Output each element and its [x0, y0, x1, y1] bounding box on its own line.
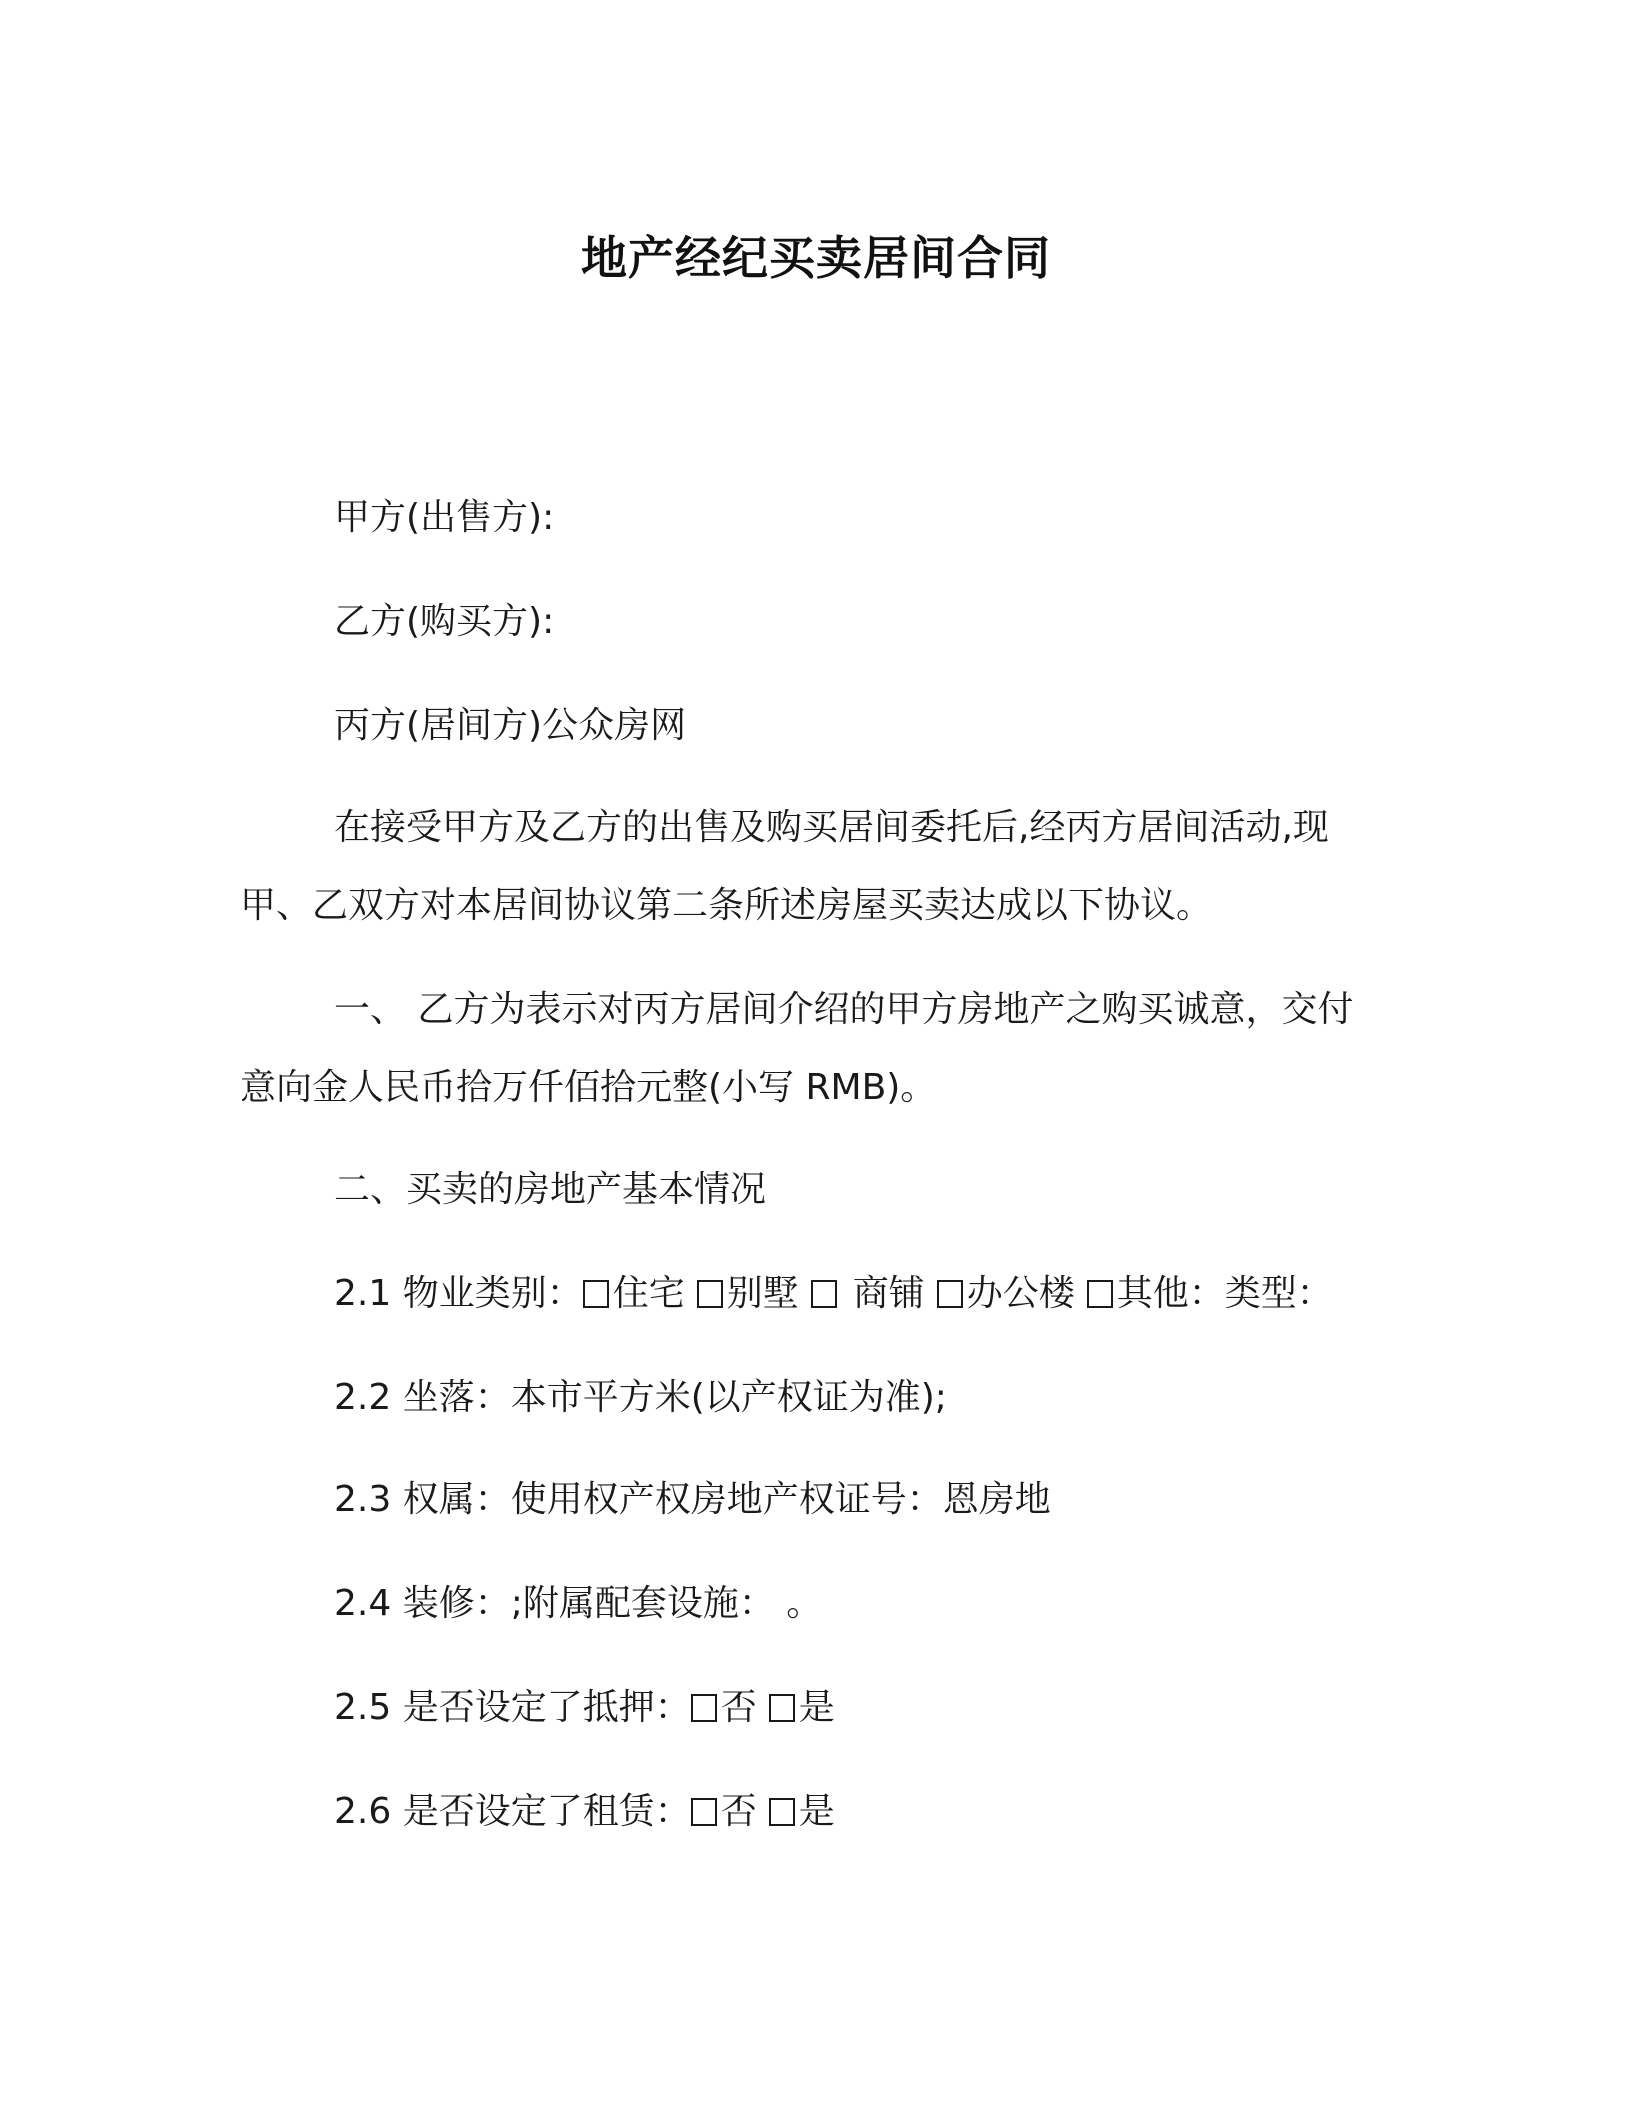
checkbox-other[interactable]	[1087, 1280, 1113, 1308]
item-2-5-label: 2.5 是否设定了抵押：	[334, 1687, 691, 1728]
checkbox-lease-no[interactable]	[691, 1798, 717, 1826]
option-other-label: 其他：	[1116, 1273, 1225, 1314]
checkbox-residential[interactable]	[583, 1280, 609, 1308]
checkbox-office[interactable]	[937, 1280, 963, 1308]
item-2-6-lease	[334, 1790, 835, 1834]
checkbox-lease-yes[interactable]	[769, 1798, 795, 1826]
checkbox-villa[interactable]	[697, 1280, 723, 1308]
item-2-1-type-label: 类型：	[1224, 1273, 1333, 1314]
option-mortgage-yes-label: 是	[798, 1687, 835, 1728]
item-2-2-location: 2.2 坐落：本市平方米(以产权证为准);	[334, 1377, 947, 1418]
document-title: 地产经纪买卖居间合同	[581, 231, 1051, 285]
option-mortgage-no-label: 否	[720, 1687, 757, 1728]
checkbox-mortgage-no[interactable]	[691, 1694, 717, 1722]
option-lease-no-label: 否	[720, 1791, 757, 1832]
item-2-3-ownership: 2.3 权属：使用权产权房地产权证号：恩房地	[334, 1479, 1051, 1520]
option-residential-label: 住宅	[612, 1273, 685, 1314]
intro-paragraph-line-2: 甲、乙双方对本居间协议第二条所述房屋买卖达成以下协议。	[240, 885, 1213, 926]
party-c-line: 丙方(居间方)公众房网	[334, 705, 687, 746]
item-2-1-label: 2.1 物业类别：	[334, 1273, 583, 1314]
section-2-title: 二、买卖的房地产基本情况	[334, 1169, 767, 1210]
intro-paragraph-line-1: 在接受甲方及乙方的出售及购买居间委托后,经丙方居间活动,现	[334, 807, 1329, 848]
item-2-4-decoration: 2.4 装修：;附属配套设施： 。	[334, 1583, 823, 1624]
option-office-label: 办公楼	[966, 1273, 1075, 1314]
option-lease-yes-label: 是	[798, 1791, 835, 1832]
clause-1-line-1: 一、 乙方为表示对丙方居间介绍的甲方房地产之购买诚意，交付	[334, 989, 1354, 1030]
party-b-line: 乙方(购买方):	[334, 601, 555, 642]
party-a-line: 甲方(出售方):	[334, 497, 555, 538]
checkbox-mortgage-yes[interactable]	[769, 1694, 795, 1722]
item-2-6-label: 2.6 是否设定了租赁：	[334, 1791, 691, 1832]
option-villa-label: 别墅	[726, 1273, 799, 1314]
clause-1-line-2: 意向金人民币拾万仟佰拾元整(小写 RMB)。	[240, 1067, 937, 1108]
item-2-5-mortgage	[334, 1686, 835, 1730]
checkbox-shop[interactable]	[811, 1280, 837, 1308]
option-shop-label: 商铺	[852, 1273, 925, 1314]
item-2-1-property-type	[334, 1272, 1333, 1316]
